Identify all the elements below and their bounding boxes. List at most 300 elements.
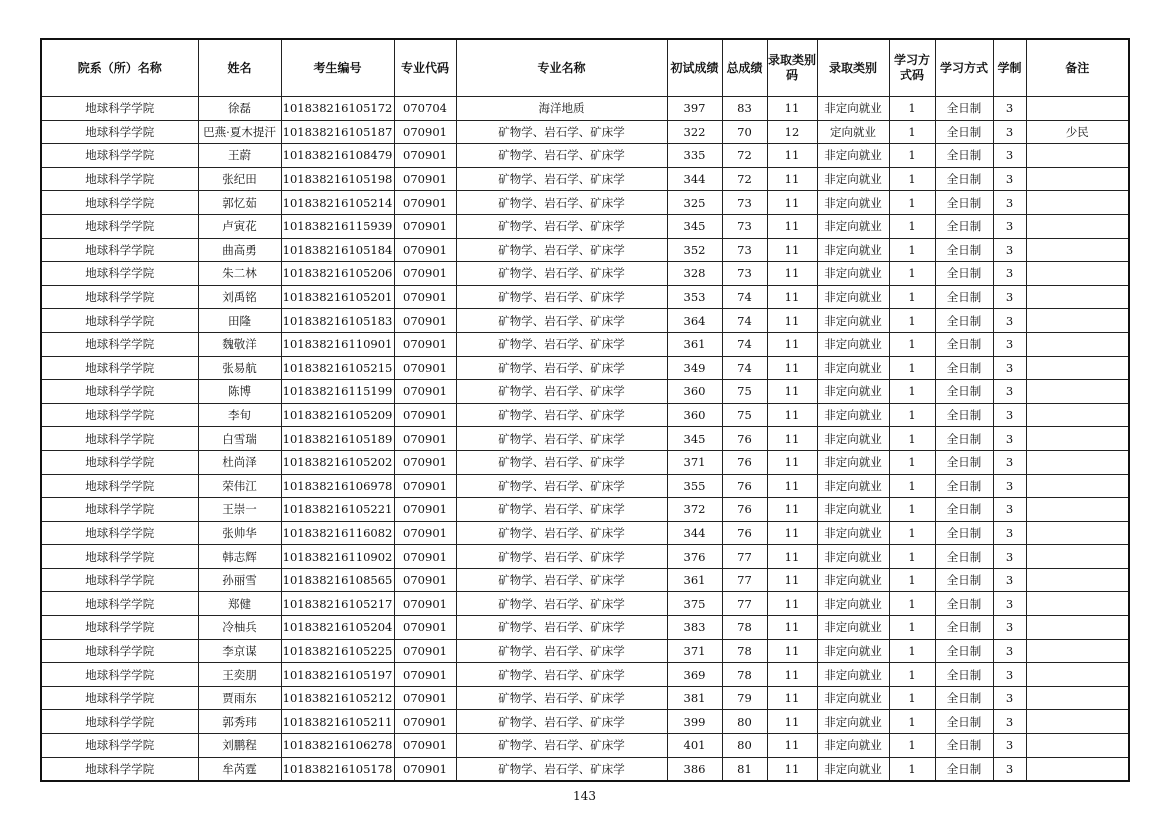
- table-body: [41, 97, 1129, 782]
- cell-name: 韩志辉: [198, 545, 281, 569]
- cell-total-score: 83: [722, 97, 767, 121]
- cell-major-code: 070901: [394, 167, 456, 191]
- cell-total-score: 70: [722, 120, 767, 144]
- cell-prelim-score: 369: [667, 663, 722, 687]
- cell-major-code: 070901: [394, 616, 456, 640]
- cell-admission-type-code: 11: [767, 734, 817, 758]
- cell-duration: 3: [993, 686, 1026, 710]
- cell-admission-type: 非定向就业: [817, 403, 889, 427]
- cell-name: 田隆: [198, 309, 281, 333]
- cell-name: 曲高勇: [198, 238, 281, 262]
- cell-study-mode-code: 1: [889, 474, 935, 498]
- cell-candidate-id: 101838216105209: [281, 403, 394, 427]
- cell-name: 贾雨东: [198, 686, 281, 710]
- cell-major-code: 070901: [394, 474, 456, 498]
- cell-admission-type: 非定向就业: [817, 757, 889, 781]
- header-row: [41, 39, 1129, 97]
- cell-admission-type: 非定向就业: [817, 450, 889, 474]
- cell-duration: 3: [993, 592, 1026, 616]
- cell-department: 地球科学学院: [41, 191, 198, 215]
- cell-name: 陈博: [198, 380, 281, 404]
- cell-prelim-score: 352: [667, 238, 722, 262]
- table-row: [41, 238, 1129, 262]
- cell-duration: 3: [993, 639, 1026, 663]
- cell-major-name: 矿物学、岩石学、矿床学: [456, 663, 667, 687]
- cell-major-code: 070901: [394, 521, 456, 545]
- cell-admission-type: 非定向就业: [817, 238, 889, 262]
- cell-department: 地球科学学院: [41, 498, 198, 522]
- cell-prelim-score: 372: [667, 498, 722, 522]
- cell-department: 地球科学学院: [41, 380, 198, 404]
- cell-admission-type: 非定向就业: [817, 356, 889, 380]
- cell-remarks: [1026, 356, 1129, 380]
- cell-prelim-score: 349: [667, 356, 722, 380]
- cell-study-mode-code: 1: [889, 238, 935, 262]
- table-row: [41, 120, 1129, 144]
- header-admission-type: 录取类别: [817, 39, 889, 97]
- cell-total-score: 76: [722, 450, 767, 474]
- cell-study-mode-code: 1: [889, 214, 935, 238]
- cell-study-mode: 全日制: [935, 214, 993, 238]
- cell-prelim-score: 397: [667, 97, 722, 121]
- cell-duration: 3: [993, 757, 1026, 781]
- cell-total-score: 75: [722, 403, 767, 427]
- cell-study-mode: 全日制: [935, 592, 993, 616]
- cell-study-mode-code: 1: [889, 97, 935, 121]
- cell-study-mode-code: 1: [889, 639, 935, 663]
- cell-major-code: 070901: [394, 710, 456, 734]
- table-row: [41, 734, 1129, 758]
- cell-candidate-id: 101838216105212: [281, 686, 394, 710]
- cell-major-code: 070704: [394, 97, 456, 121]
- cell-duration: 3: [993, 214, 1026, 238]
- cell-prelim-score: 345: [667, 214, 722, 238]
- cell-department: 地球科学学院: [41, 309, 198, 333]
- cell-total-score: 76: [722, 521, 767, 545]
- cell-total-score: 77: [722, 592, 767, 616]
- cell-major-name: 矿物学、岩石学、矿床学: [456, 238, 667, 262]
- cell-name: 张纪田: [198, 167, 281, 191]
- cell-duration: 3: [993, 498, 1026, 522]
- admission-table: [40, 38, 1130, 782]
- cell-total-score: 74: [722, 332, 767, 356]
- header-name: 姓名: [198, 39, 281, 97]
- cell-admission-type-code: 11: [767, 568, 817, 592]
- cell-name: 冷柚兵: [198, 616, 281, 640]
- cell-major-code: 070901: [394, 120, 456, 144]
- header-total-score: 总成绩: [722, 39, 767, 97]
- cell-duration: 3: [993, 191, 1026, 215]
- cell-name: 郑健: [198, 592, 281, 616]
- cell-name: 朱二林: [198, 262, 281, 286]
- cell-candidate-id: 101838216105184: [281, 238, 394, 262]
- cell-major-name: 矿物学、岩石学、矿床学: [456, 521, 667, 545]
- cell-prelim-score: 322: [667, 120, 722, 144]
- cell-prelim-score: 375: [667, 592, 722, 616]
- cell-admission-type-code: 11: [767, 144, 817, 168]
- cell-major-name: 矿物学、岩石学、矿床学: [456, 710, 667, 734]
- cell-department: 地球科学学院: [41, 710, 198, 734]
- cell-major-name: 矿物学、岩石学、矿床学: [456, 332, 667, 356]
- table-row: [41, 380, 1129, 404]
- cell-remarks: [1026, 663, 1129, 687]
- cell-total-score: 74: [722, 285, 767, 309]
- cell-admission-type-code: 11: [767, 356, 817, 380]
- cell-remarks: [1026, 380, 1129, 404]
- cell-remarks: [1026, 710, 1129, 734]
- cell-remarks: [1026, 616, 1129, 640]
- cell-major-name: 矿物学、岩石学、矿床学: [456, 285, 667, 309]
- cell-remarks: [1026, 592, 1129, 616]
- cell-study-mode-code: 1: [889, 191, 935, 215]
- table-row: [41, 356, 1129, 380]
- cell-major-code: 070901: [394, 757, 456, 781]
- cell-department: 地球科学学院: [41, 262, 198, 286]
- cell-duration: 3: [993, 262, 1026, 286]
- cell-name: 刘鹏程: [198, 734, 281, 758]
- cell-total-score: 76: [722, 498, 767, 522]
- cell-study-mode: 全日制: [935, 356, 993, 380]
- cell-candidate-id: 101838216105225: [281, 639, 394, 663]
- cell-remarks: [1026, 285, 1129, 309]
- cell-total-score: 78: [722, 639, 767, 663]
- cell-admission-type-code: 11: [767, 238, 817, 262]
- cell-admission-type: 非定向就业: [817, 191, 889, 215]
- cell-admission-type: 非定向就业: [817, 380, 889, 404]
- cell-study-mode: 全日制: [935, 262, 993, 286]
- cell-major-code: 070901: [394, 238, 456, 262]
- cell-study-mode: 全日制: [935, 403, 993, 427]
- cell-admission-type-code: 12: [767, 120, 817, 144]
- cell-remarks: [1026, 403, 1129, 427]
- cell-major-code: 070901: [394, 144, 456, 168]
- cell-prelim-score: 381: [667, 686, 722, 710]
- cell-major-code: 070901: [394, 686, 456, 710]
- cell-study-mode-code: 1: [889, 663, 935, 687]
- cell-prelim-score: 325: [667, 191, 722, 215]
- cell-major-code: 070901: [394, 285, 456, 309]
- cell-prelim-score: 360: [667, 403, 722, 427]
- cell-department: 地球科学学院: [41, 450, 198, 474]
- cell-remarks: [1026, 757, 1129, 781]
- cell-name: 王崇一: [198, 498, 281, 522]
- cell-major-name: 矿物学、岩石学、矿床学: [456, 309, 667, 333]
- cell-major-name: 矿物学、岩石学、矿床学: [456, 592, 667, 616]
- cell-name: 牟芮霆: [198, 757, 281, 781]
- cell-major-name: 矿物学、岩石学、矿床学: [456, 686, 667, 710]
- cell-candidate-id: 101838216105202: [281, 450, 394, 474]
- cell-major-name: 矿物学、岩石学、矿床学: [456, 214, 667, 238]
- cell-candidate-id: 101838216105206: [281, 262, 394, 286]
- cell-remarks: [1026, 97, 1129, 121]
- cell-major-name: 矿物学、岩石学、矿床学: [456, 403, 667, 427]
- cell-department: 地球科学学院: [41, 97, 198, 121]
- cell-name: 李旬: [198, 403, 281, 427]
- cell-admission-type: 非定向就业: [817, 285, 889, 309]
- cell-duration: 3: [993, 238, 1026, 262]
- cell-study-mode-code: 1: [889, 616, 935, 640]
- cell-duration: 3: [993, 403, 1026, 427]
- cell-department: 地球科学学院: [41, 167, 198, 191]
- cell-name: 荣伟江: [198, 474, 281, 498]
- cell-prelim-score: 364: [667, 309, 722, 333]
- cell-study-mode-code: 1: [889, 450, 935, 474]
- cell-admission-type: 非定向就业: [817, 309, 889, 333]
- cell-department: 地球科学学院: [41, 568, 198, 592]
- cell-admission-type: 非定向就业: [817, 663, 889, 687]
- cell-admission-type: 非定向就业: [817, 545, 889, 569]
- cell-department: 地球科学学院: [41, 144, 198, 168]
- cell-admission-type-code: 11: [767, 332, 817, 356]
- cell-remarks: [1026, 450, 1129, 474]
- cell-study-mode: 全日制: [935, 332, 993, 356]
- cell-name: 孙丽雪: [198, 568, 281, 592]
- cell-candidate-id: 101838216105215: [281, 356, 394, 380]
- cell-duration: 3: [993, 167, 1026, 191]
- cell-remarks: [1026, 191, 1129, 215]
- table-row: [41, 757, 1129, 781]
- table-row: [41, 262, 1129, 286]
- cell-candidate-id: 101838216105204: [281, 616, 394, 640]
- cell-name: 郭秀玮: [198, 710, 281, 734]
- cell-duration: 3: [993, 663, 1026, 687]
- table-row: [41, 214, 1129, 238]
- cell-duration: 3: [993, 120, 1026, 144]
- cell-remarks: [1026, 214, 1129, 238]
- cell-admission-type-code: 11: [767, 427, 817, 451]
- cell-total-score: 77: [722, 545, 767, 569]
- cell-major-name: 矿物学、岩石学、矿床学: [456, 144, 667, 168]
- header-study-mode: 学习方式: [935, 39, 993, 97]
- cell-major-code: 070901: [394, 568, 456, 592]
- cell-remarks: [1026, 639, 1129, 663]
- cell-department: 地球科学学院: [41, 545, 198, 569]
- cell-study-mode-code: 1: [889, 332, 935, 356]
- cell-duration: 3: [993, 144, 1026, 168]
- cell-major-name: 矿物学、岩石学、矿床学: [456, 545, 667, 569]
- cell-total-score: 77: [722, 568, 767, 592]
- cell-duration: 3: [993, 332, 1026, 356]
- header-department: 院系（所）名称: [41, 39, 198, 97]
- cell-study-mode-code: 1: [889, 380, 935, 404]
- cell-total-score: 78: [722, 616, 767, 640]
- cell-department: 地球科学学院: [41, 616, 198, 640]
- cell-study-mode-code: 1: [889, 120, 935, 144]
- cell-major-name: 矿物学、岩石学、矿床学: [456, 498, 667, 522]
- cell-study-mode: 全日制: [935, 757, 993, 781]
- cell-candidate-id: 101838216115939: [281, 214, 394, 238]
- cell-admission-type: 非定向就业: [817, 214, 889, 238]
- cell-admission-type-code: 11: [767, 616, 817, 640]
- header-major-code: 专业代码: [394, 39, 456, 97]
- cell-admission-type-code: 11: [767, 167, 817, 191]
- cell-remarks: [1026, 686, 1129, 710]
- cell-name: 王奕朋: [198, 663, 281, 687]
- cell-study-mode: 全日制: [935, 639, 993, 663]
- cell-major-code: 070901: [394, 427, 456, 451]
- cell-major-code: 070901: [394, 450, 456, 474]
- cell-candidate-id: 101838216106278: [281, 734, 394, 758]
- cell-prelim-score: 386: [667, 757, 722, 781]
- cell-study-mode-code: 1: [889, 427, 935, 451]
- table-row: [41, 191, 1129, 215]
- cell-duration: 3: [993, 616, 1026, 640]
- cell-study-mode-code: 1: [889, 521, 935, 545]
- cell-admission-type-code: 11: [767, 262, 817, 286]
- cell-prelim-score: 344: [667, 521, 722, 545]
- cell-candidate-id: 101838216106978: [281, 474, 394, 498]
- table-row: [41, 663, 1129, 687]
- cell-name: 巴燕·夏木提汗: [198, 120, 281, 144]
- cell-admission-type-code: 11: [767, 757, 817, 781]
- table-row: [41, 332, 1129, 356]
- cell-duration: 3: [993, 521, 1026, 545]
- cell-prelim-score: 361: [667, 568, 722, 592]
- cell-major-name: 矿物学、岩石学、矿床学: [456, 120, 667, 144]
- cell-major-name: 矿物学、岩石学、矿床学: [456, 191, 667, 215]
- header-study-mode-code: 学习方式码: [889, 39, 935, 97]
- cell-department: 地球科学学院: [41, 521, 198, 545]
- header-duration: 学制: [993, 39, 1026, 97]
- table-row: [41, 616, 1129, 640]
- cell-study-mode-code: 1: [889, 592, 935, 616]
- cell-department: 地球科学学院: [41, 332, 198, 356]
- cell-candidate-id: 101838216116082: [281, 521, 394, 545]
- cell-admission-type-code: 11: [767, 545, 817, 569]
- cell-major-code: 070901: [394, 734, 456, 758]
- cell-name: 白雪瑞: [198, 427, 281, 451]
- cell-admission-type: 非定向就业: [817, 568, 889, 592]
- cell-duration: 3: [993, 710, 1026, 734]
- cell-study-mode: 全日制: [935, 97, 993, 121]
- cell-name: 王蔚: [198, 144, 281, 168]
- cell-admission-type-code: 11: [767, 592, 817, 616]
- cell-prelim-score: 383: [667, 616, 722, 640]
- cell-remarks: [1026, 474, 1129, 498]
- cell-major-name: 矿物学、岩石学、矿床学: [456, 450, 667, 474]
- admission-list-sheet: [40, 38, 1128, 782]
- cell-study-mode: 全日制: [935, 734, 993, 758]
- cell-admission-type-code: 11: [767, 521, 817, 545]
- table-row: [41, 450, 1129, 474]
- cell-study-mode: 全日制: [935, 545, 993, 569]
- cell-major-name: 矿物学、岩石学、矿床学: [456, 734, 667, 758]
- cell-study-mode: 全日制: [935, 285, 993, 309]
- cell-duration: 3: [993, 97, 1026, 121]
- cell-prelim-score: 335: [667, 144, 722, 168]
- cell-major-code: 070901: [394, 403, 456, 427]
- cell-department: 地球科学学院: [41, 120, 198, 144]
- cell-study-mode-code: 1: [889, 734, 935, 758]
- cell-study-mode: 全日制: [935, 120, 993, 144]
- cell-admission-type: 非定向就业: [817, 144, 889, 168]
- cell-candidate-id: 101838216110902: [281, 545, 394, 569]
- cell-duration: 3: [993, 545, 1026, 569]
- cell-candidate-id: 101838216105217: [281, 592, 394, 616]
- cell-department: 地球科学学院: [41, 592, 198, 616]
- table-row: [41, 639, 1129, 663]
- cell-admission-type: 非定向就业: [817, 427, 889, 451]
- cell-prelim-score: 344: [667, 167, 722, 191]
- cell-major-code: 070901: [394, 639, 456, 663]
- cell-candidate-id: 101838216108565: [281, 568, 394, 592]
- cell-remarks: [1026, 262, 1129, 286]
- cell-major-code: 070901: [394, 356, 456, 380]
- cell-duration: 3: [993, 568, 1026, 592]
- table-row: [41, 403, 1129, 427]
- table-row: [41, 474, 1129, 498]
- cell-prelim-score: 355: [667, 474, 722, 498]
- cell-total-score: 72: [722, 167, 767, 191]
- cell-remarks: [1026, 144, 1129, 168]
- cell-admission-type-code: 11: [767, 309, 817, 333]
- cell-candidate-id: 101838216105189: [281, 427, 394, 451]
- cell-study-mode: 全日制: [935, 474, 993, 498]
- cell-candidate-id: 101838216105201: [281, 285, 394, 309]
- cell-candidate-id: 101838216105221: [281, 498, 394, 522]
- header-major-name: 专业名称: [456, 39, 667, 97]
- cell-admission-type: 非定向就业: [817, 710, 889, 734]
- cell-admission-type-code: 11: [767, 214, 817, 238]
- cell-study-mode: 全日制: [935, 238, 993, 262]
- cell-duration: 3: [993, 734, 1026, 758]
- cell-study-mode: 全日制: [935, 686, 993, 710]
- table-row: [41, 285, 1129, 309]
- table-row: [41, 427, 1129, 451]
- cell-study-mode: 全日制: [935, 616, 993, 640]
- cell-name: 李京谋: [198, 639, 281, 663]
- table-row: [41, 592, 1129, 616]
- cell-department: 地球科学学院: [41, 686, 198, 710]
- cell-total-score: 76: [722, 474, 767, 498]
- cell-major-name: 矿物学、岩石学、矿床学: [456, 568, 667, 592]
- cell-duration: 3: [993, 285, 1026, 309]
- cell-duration: 3: [993, 356, 1026, 380]
- cell-department: 地球科学学院: [41, 238, 198, 262]
- cell-major-name: 矿物学、岩石学、矿床学: [456, 380, 667, 404]
- table-row: [41, 521, 1129, 545]
- cell-remarks: [1026, 332, 1129, 356]
- cell-name: 郭忆茹: [198, 191, 281, 215]
- cell-admission-type: 非定向就业: [817, 97, 889, 121]
- cell-total-score: 73: [722, 214, 767, 238]
- cell-major-code: 070901: [394, 380, 456, 404]
- cell-prelim-score: 371: [667, 639, 722, 663]
- cell-study-mode-code: 1: [889, 167, 935, 191]
- cell-name: 刘禹铭: [198, 285, 281, 309]
- cell-study-mode-code: 1: [889, 686, 935, 710]
- cell-admission-type: 非定向就业: [817, 616, 889, 640]
- cell-major-code: 070901: [394, 498, 456, 522]
- cell-total-score: 75: [722, 380, 767, 404]
- cell-study-mode: 全日制: [935, 309, 993, 333]
- cell-department: 地球科学学院: [41, 403, 198, 427]
- cell-duration: 3: [993, 309, 1026, 333]
- cell-total-score: 73: [722, 191, 767, 215]
- cell-study-mode: 全日制: [935, 521, 993, 545]
- cell-remarks: [1026, 734, 1129, 758]
- cell-admission-type-code: 11: [767, 403, 817, 427]
- cell-admission-type-code: 11: [767, 474, 817, 498]
- cell-total-score: 72: [722, 144, 767, 168]
- cell-study-mode: 全日制: [935, 663, 993, 687]
- cell-major-code: 070901: [394, 214, 456, 238]
- table-row: [41, 167, 1129, 191]
- cell-candidate-id: 101838216105211: [281, 710, 394, 734]
- cell-total-score: 76: [722, 427, 767, 451]
- cell-prelim-score: 376: [667, 545, 722, 569]
- cell-department: 地球科学学院: [41, 474, 198, 498]
